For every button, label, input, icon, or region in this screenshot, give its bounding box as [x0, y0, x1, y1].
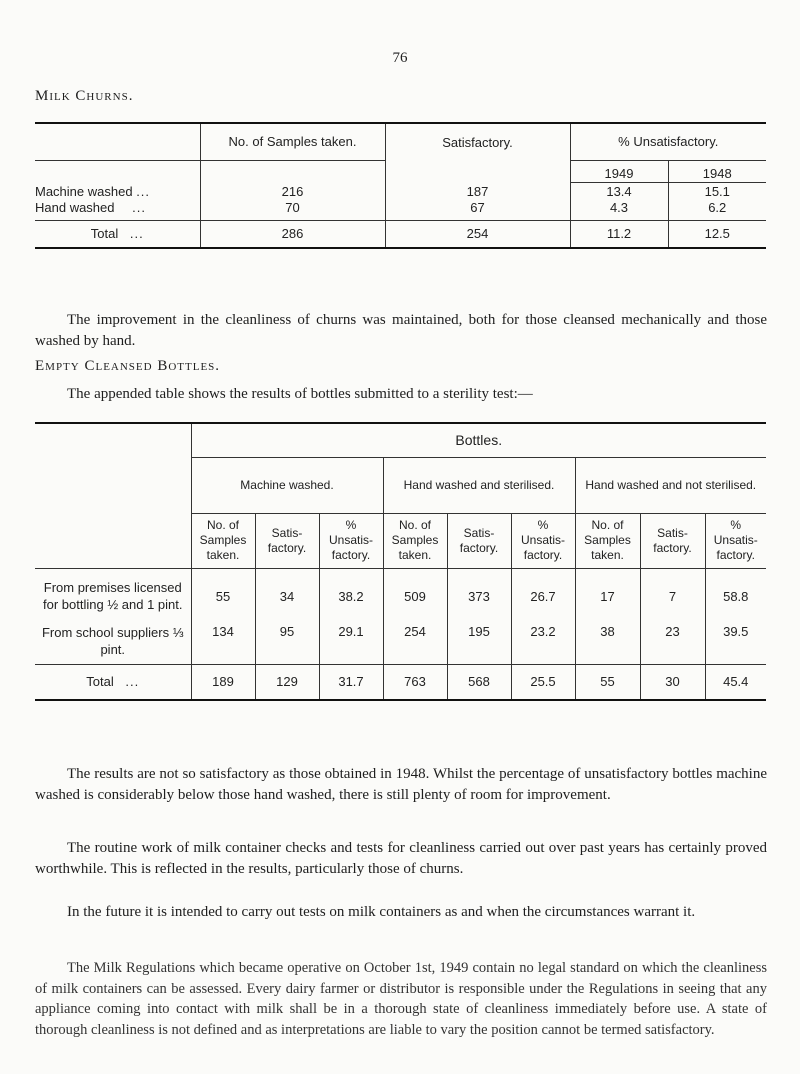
cell-value: 34 [255, 568, 319, 624]
bottles-row-premises [35, 568, 766, 624]
cell-pct-1949: 11.2 [570, 220, 668, 248]
row-label: From premises licensed for bottling ½ and 1 pint. [43, 580, 183, 613]
cell-value: 30 [640, 664, 705, 700]
cell-value: 45.4 [705, 664, 766, 700]
cell-value: 254 [383, 624, 447, 664]
cell-value: 55 [575, 664, 640, 700]
page-number: 76 [392, 50, 408, 66]
group-machine-washed: Machine washed. [191, 457, 383, 513]
cell-value: 195 [447, 624, 511, 664]
cell-value: 31.7 [319, 664, 383, 700]
cell-value: 25.5 [511, 664, 575, 700]
sub-pct: % Unsatis- factory. [511, 513, 575, 568]
total-dots: ... [129, 226, 144, 242]
total-dots: ... [125, 674, 140, 690]
cell-value: 38 [575, 624, 640, 664]
churns-row-total [35, 220, 766, 248]
cell-value: 189 [191, 664, 255, 700]
total-label: Total [86, 674, 114, 690]
row-label: From school suppliers ⅓ pint. [41, 625, 184, 657]
churns-header-blank [35, 123, 200, 160]
paragraph-regulations: The Milk Regulations which became operative on October 1st, 1949 contain no legal standard on which the cleanliness of milk containers can be assessed. Every dairy farmer or distributor is responsible under the Regulations in seeing that any appliance coming into contact with milk shall be in a thorough state of cleanliness immediately before use. A state of thorough cleanliness is not defined and as interpretations are liable to vary the position cannot be termed satisfactory. [35, 960, 767, 1038]
empty-bottles-intro: The appended table shows the results of bottles submitted to a sterility test:— [67, 386, 533, 402]
cell-samples: 70 [200, 200, 385, 220]
cell-value: 23.2 [511, 624, 575, 664]
cell-value: 17 [575, 568, 640, 624]
cell-value: 568 [447, 664, 511, 700]
cell-value: 509 [383, 568, 447, 624]
cell-value: 55 [191, 568, 255, 624]
cell-satisfactory: 187 [385, 182, 570, 200]
total-label: Total [90, 226, 119, 242]
cell-value: 763 [383, 664, 447, 700]
churns-header-pct: % Unsatisfactory. [570, 123, 766, 160]
bottles-table [35, 422, 766, 701]
sub-satisfactory: Satis- factory. [447, 513, 511, 568]
cell-samples: 286 [200, 220, 385, 248]
cell-value: 26.7 [511, 568, 575, 624]
cell-value: 58.8 [705, 568, 766, 624]
churns-year-1948: 1948 [668, 160, 766, 182]
cell-value: 95 [255, 624, 319, 664]
cell-satisfactory: 254 [385, 220, 570, 248]
cell-pct-1948: 6.2 [668, 200, 766, 220]
sub-samples: No. of Samples taken. [575, 513, 640, 568]
sub-pct: % Unsatis- factory. [705, 513, 766, 568]
sub-satisfactory: Satis- factory. [640, 513, 705, 568]
milk-churns-table [35, 122, 766, 249]
bottles-title: Bottles. [191, 423, 766, 457]
cell-value: 129 [255, 664, 319, 700]
cell-value: 39.5 [705, 624, 766, 664]
cell-value: 23 [640, 624, 705, 664]
cell-value: 38.2 [319, 568, 383, 624]
cell-value: 29.1 [319, 624, 383, 664]
churns-header-satisfactory: Satisfactory. [385, 123, 570, 182]
group-hand-not-sterilised: Hand washed and not sterilised. [575, 457, 766, 513]
cell-satisfactory: 67 [385, 200, 570, 220]
sub-satisfactory: Satis- factory. [255, 513, 319, 568]
row-dots: ... [136, 183, 151, 199]
row-label: Machine washed [35, 183, 133, 199]
group-hand-sterilised: Hand washed and sterilised. [383, 457, 575, 513]
bottles-row-total [35, 664, 766, 700]
bottles-row-school [35, 624, 766, 664]
paragraph-churns: The improvement in the cleanliness of churns was maintained, both for those cleansed mechanically and those washed by hand. [35, 312, 767, 349]
churns-header-samples: No. of Samples taken. [200, 123, 385, 160]
paragraph-future: In the future it is intended to carry out tests on milk containers as and when the circumstances warrant it. [67, 904, 696, 920]
cell-value: 7 [640, 568, 705, 624]
row-label: Hand washed [35, 200, 115, 215]
cell-pct-1948: 15.1 [668, 182, 766, 200]
cell-value: 134 [191, 624, 255, 664]
sub-samples: No. of Samples taken. [191, 513, 255, 568]
churns-row-machine [35, 182, 766, 200]
cell-pct-1948: 12.5 [668, 220, 766, 248]
paragraph-results: The results are not so satisfactory as those obtained in 1948. Whilst the percentage of unsatisfactory bottles machine washed is considerably below those hand washed, there is still plenty of room for improvement. [35, 766, 767, 803]
churns-row-hand [35, 200, 766, 220]
churns-year-1949: 1949 [570, 160, 668, 182]
empty-bottles-heading: Empty Cleansed Bottles. [35, 358, 221, 374]
sub-samples: No. of Samples taken. [383, 513, 447, 568]
paragraph-routine: The routine work of milk container checks and tests for cleanliness carried out over past years has certainly proved worthwhile. This is reflected in the results, particularly those of churns. [35, 840, 767, 877]
cell-value: 373 [447, 568, 511, 624]
sub-pct: % Unsatis- factory. [319, 513, 383, 568]
row-dots: ... [132, 200, 146, 215]
milk-churns-heading: Milk Churns. [35, 88, 134, 104]
cell-pct-1949: 4.3 [570, 200, 668, 220]
cell-pct-1949: 13.4 [570, 182, 668, 200]
cell-samples: 216 [200, 182, 385, 200]
